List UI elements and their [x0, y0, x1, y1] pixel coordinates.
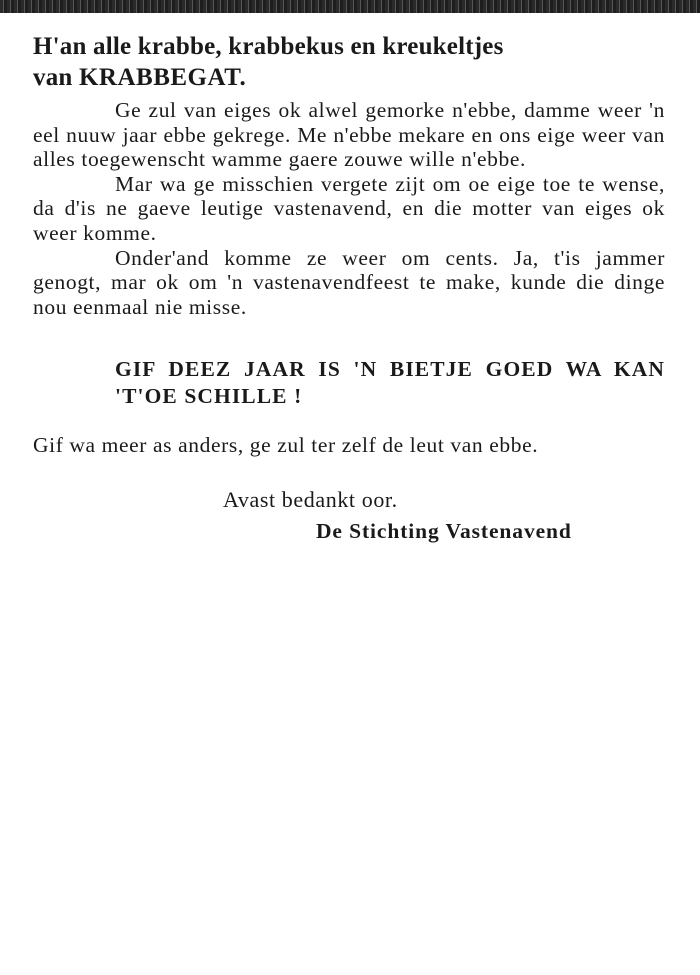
paragraph-2: Mar wa ge misschien vergete zijt om oe eige toe te wense, da d'is ne gaeve leutige vastenavend, en die motter van eiges ok weer komme.: [33, 171, 665, 245]
newspaper-article: [33, 31, 665, 545]
callout-appeal: GIF DEEZ JAAR IS 'N BIETJE GOED WA KAN 'T'OE SCHILLE !: [115, 357, 665, 409]
article-heading: [33, 31, 665, 93]
heading-line-2-prefix: van: [33, 64, 79, 91]
heading-line-1: H'an alle krabbe, krabbekus en kreukeltjes: [33, 33, 504, 60]
paragraph-3: Onder'and komme ze weer om cents. Ja, t'is jammer genogt, mar ok om 'n vastenavendfeest te make, kunde die dinge nou eenmaal nie misse.: [33, 245, 665, 319]
heading-town-name: KRABBEGAT.: [78, 64, 247, 91]
top-border-rule: [0, 0, 700, 13]
closing-line: Avast bedankt oor.: [223, 486, 398, 512]
paragraph-1: Ge zul van eiges ok alwel gemorke n'ebbe, damme weer 'n eel nuuw jaar ebbe gekrege. Me n'ebbe mekare en ons eige weer van alles toegewenscht wamme gaere zouwe wille n'ebbe.: [33, 98, 665, 172]
paragraph-4: Gif wa meer as anders, ge zul ter zelf de leut van ebbe.: [33, 433, 539, 458]
signature: De Stichting Vastenavend: [316, 518, 572, 543]
